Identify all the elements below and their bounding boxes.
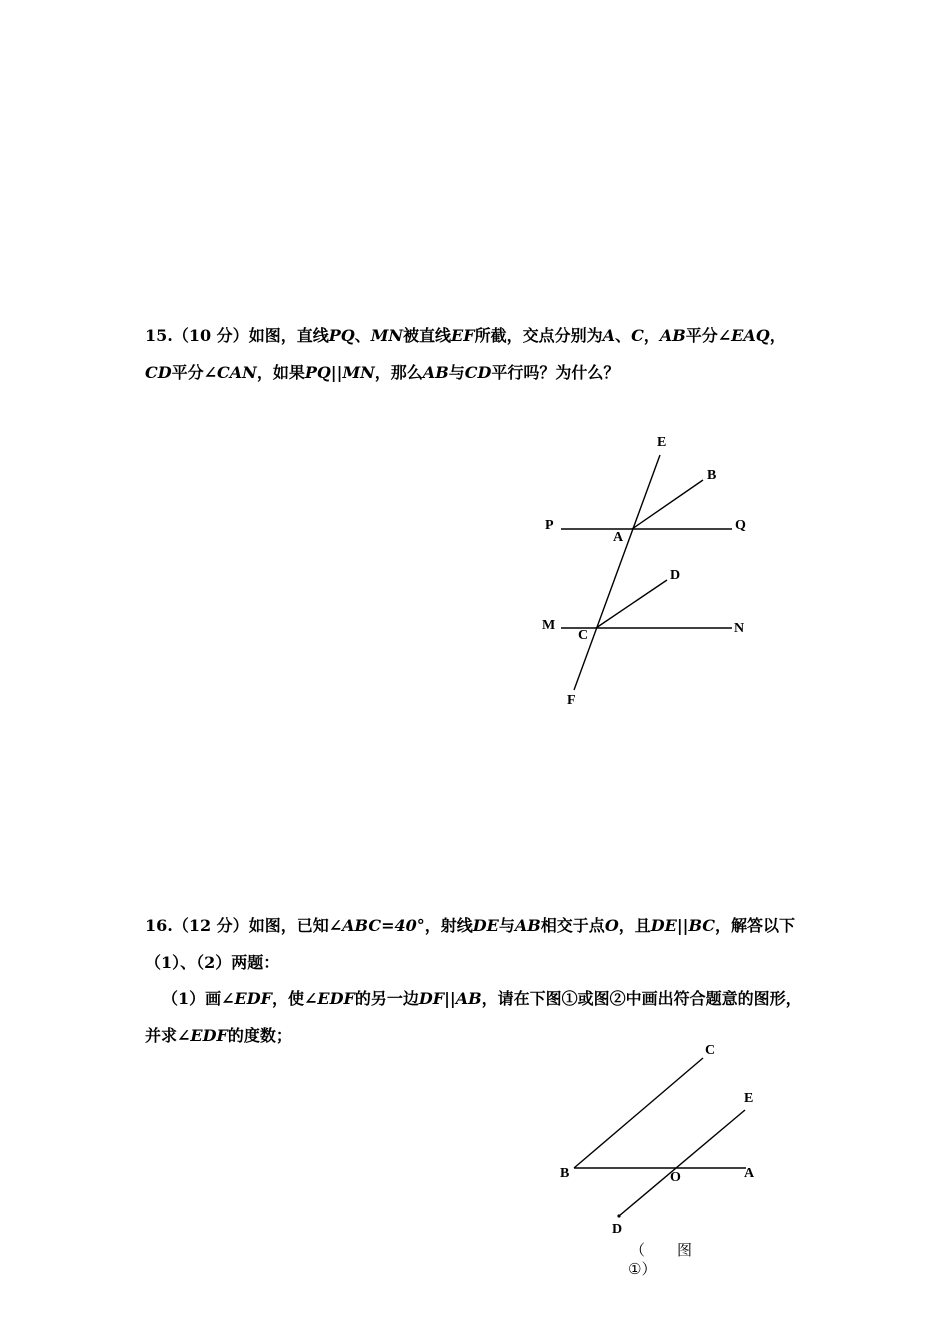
q15-cd: CD (145, 363, 172, 382)
q15-sep: 、 (615, 326, 632, 345)
q16-parallel: DE||BC (650, 916, 716, 935)
q15-sep: 、 (354, 326, 371, 345)
q16-p1-text: （1）画 (162, 989, 222, 1008)
label-d: D (612, 1222, 623, 1237)
q15-text: 被直线 (403, 326, 452, 345)
q15-score: （10 分） (172, 326, 249, 345)
label-c: C (705, 1043, 716, 1058)
label-m: M (542, 618, 556, 633)
q16-angle-edf: ∠EDF (177, 1026, 228, 1045)
q15-text: 平分 (685, 326, 718, 345)
label-p: P (545, 518, 554, 533)
q15-ab: AB (659, 326, 686, 345)
q16-text: ，解答以下 (715, 916, 796, 935)
figure-caption-open: （ (630, 1241, 646, 1259)
q15-mn: MN (370, 326, 404, 345)
q16-de: DE (472, 916, 499, 935)
q15-ab: AB (422, 363, 449, 382)
q16-p1-text: 并求 (145, 1026, 178, 1045)
q16-angle-abc: ∠ABC=40° (328, 916, 425, 935)
point-d (617, 1214, 620, 1217)
q15-text: ，如果 (256, 363, 305, 382)
q16-text: 相交于点 (540, 916, 605, 935)
label-n: N (734, 621, 745, 636)
q16-p1-text: 的度数； (227, 1026, 292, 1045)
q15-a: A (602, 326, 616, 345)
ray-de (619, 1110, 745, 1216)
label-e: E (657, 435, 667, 450)
q16-text: ，且 (618, 916, 651, 935)
q16-score: （12 分） (172, 916, 249, 935)
q15-sep: ， (643, 326, 660, 345)
label-b: B (560, 1166, 570, 1181)
q15-number: 15. (145, 326, 173, 345)
q15-ef: EF (451, 326, 475, 345)
q15-pq: PQ (328, 326, 355, 345)
q15-text: 平分 (171, 363, 204, 382)
q15-text: 所截，交点分别为 (474, 326, 603, 345)
q16-p1-text: 的另一边 (354, 989, 419, 1008)
q16-angle-edf: ∠EDF (221, 989, 272, 1008)
q16-ab: AB (514, 916, 541, 935)
label-e: E (744, 1091, 754, 1106)
ray-bc (574, 1058, 703, 1168)
q16-text: ，射线 (424, 916, 473, 935)
figure-caption-word: 图 (677, 1241, 693, 1259)
q16-o: O (604, 916, 619, 935)
q15-parallel: PQ||MN (304, 363, 375, 382)
label-o: O (670, 1170, 681, 1185)
q16-p1-text: ，使 (271, 989, 304, 1008)
label-d: D (670, 568, 681, 583)
q15-text: 如图，直线 (248, 326, 329, 345)
q15-angle-eaq: ∠EAQ (717, 326, 770, 345)
label-q: Q (735, 518, 746, 533)
q15-angle-can: ∠CAN (203, 363, 257, 382)
label-c: C (578, 628, 589, 643)
q16-number: 16. (145, 916, 173, 935)
q15-question: 平行吗？为什么？ (491, 363, 620, 382)
q16-p1-text: ，请在下图①或图②中画出符合题意的图形， (481, 989, 802, 1008)
figure-caption-number: ①） (628, 1260, 657, 1278)
q16-subparts: （1）、（2）两题： (145, 953, 280, 972)
q15-text: ，那么 (374, 363, 423, 382)
q15-c: C (631, 326, 644, 345)
label-b: B (707, 468, 717, 483)
q16-text: 如图，已知 (248, 916, 329, 935)
q15-cd: CD (464, 363, 492, 382)
label-a: A (613, 530, 624, 545)
q16-parallel-df-ab: DF||AB (418, 989, 482, 1008)
label-a: A (744, 1166, 755, 1181)
q15-sep: ， (769, 326, 786, 345)
label-f: F (567, 693, 576, 708)
q15-text: 与 (448, 363, 465, 382)
q16-angle-edf: ∠EDF (304, 989, 355, 1008)
q16-text: 与 (498, 916, 515, 935)
